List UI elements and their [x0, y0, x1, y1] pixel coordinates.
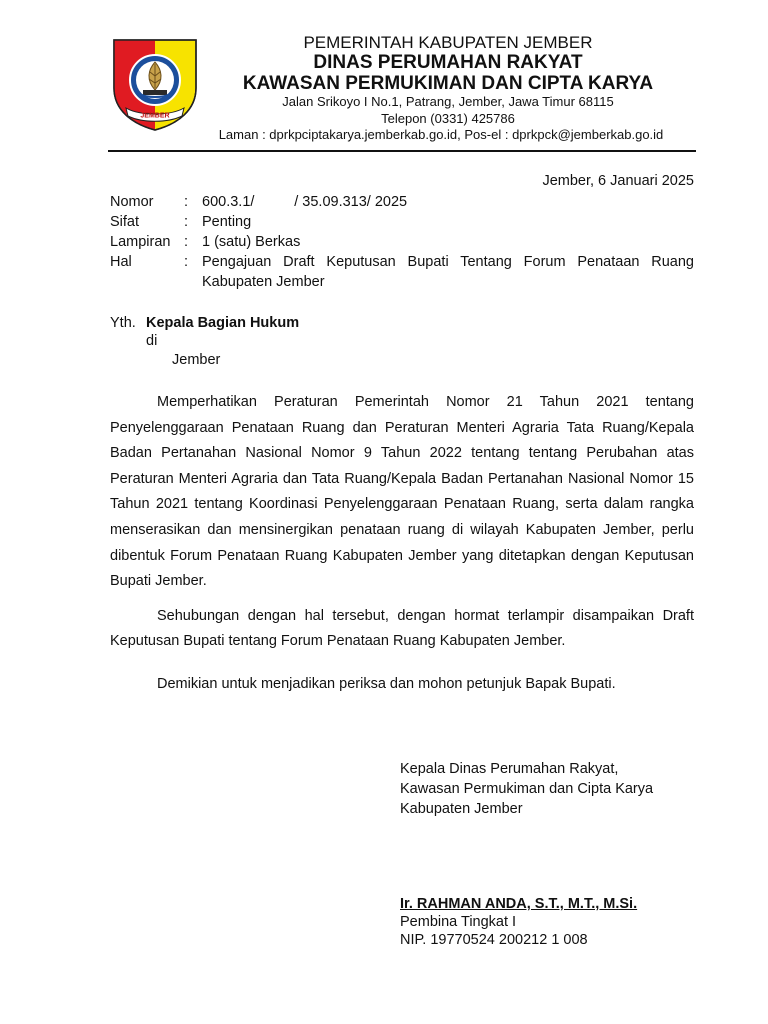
recipient: [110, 313, 299, 333]
signer-nip: NIP. 19770524 200212 1 008: [400, 932, 588, 948]
signature-line-2: Kawasan Permukiman dan Cipta Karya: [400, 781, 654, 797]
letter-date: Jember, 6 Januari 2025: [542, 173, 694, 189]
meta-label: Hal: [110, 254, 132, 270]
meta-label: Lampiran: [110, 234, 171, 250]
meta-colon: :: [184, 254, 189, 270]
meta-value: [202, 192, 694, 212]
meta-row-hal: [110, 252, 694, 292]
meta-colon: :: [184, 194, 189, 210]
recipient-name: Kepala Bagian Hukum: [146, 315, 300, 331]
jember-regency-logo: [112, 36, 198, 132]
letterhead-address: Jalan Srikoyo I No.1, Patrang, Jember, Jawa Timur 68115: [282, 94, 614, 110]
meta-row-sifat: [110, 212, 694, 232]
letterhead-agency-2: KAWASAN PERMUKIMAN DAN CIPTA KARYA: [242, 72, 654, 94]
recipient-prefix: Yth.: [110, 315, 136, 331]
body-paragraph-2: Sehubungan dengan hal tersebut, dengan hormat terlampir disampaikan Draft Keputusan Bupati tentang Forum Penataan Ruang Kabupaten Jember.: [110, 607, 694, 650]
meta-colon: :: [184, 234, 189, 250]
signature-line-3: Kabupaten Jember: [400, 801, 523, 817]
logo-ribbon-text: JEMBER: [140, 112, 170, 120]
letterhead: [200, 34, 696, 144]
letterhead-phone: Telepon (0331) 425786: [381, 110, 515, 126]
meta-value: Penting: [202, 214, 252, 230]
letter-meta: [110, 192, 694, 292]
meta-colon: :: [184, 214, 189, 230]
letterhead-web: Laman : dprkpciptakarya.jemberkab.go.id, Pos-el : dprkpck@jemberkab.go.id: [218, 126, 664, 142]
signer-block: [400, 895, 637, 949]
signer-rank: Pembina Tingkat I: [400, 914, 517, 930]
signature-title: [400, 759, 653, 819]
nomor-value-b: / 35.09.313/ 2025: [294, 194, 408, 210]
meta-row-nomor: [110, 192, 694, 212]
meta-label: Sifat: [110, 214, 140, 230]
body-paragraph-1: Memperhatikan Peraturan Pemerintah Nomor 21 Tahun 2021 tentang Penyelenggaraan Penataan Ruang dan Peraturan Menteri Agraria Tata Ruang/Kepala Badan Pertanahan Nasional Nomor 9 Tahun 2022 tentang tentang Perubahan atas Peraturan Menteri Agraria dan Tata Ruang/Kepala Badan Pertanahan Nasional Nomor 15 Tahun 2021 tentang Koordinasi Penyelenggaraan Penataan Ruang, serta dalam rangka menserasikan dan mensinergikan penataan ruang di wilayah Kabupaten Jember, perlu dibentuk Forum Penataan Ruang Kabupaten Jember yang ditetapkan dengan Keputusan Bupati Jember.: [110, 394, 694, 590]
letterhead-government: PEMERINTAH KABUPATEN JEMBER: [303, 33, 593, 52]
meta-value: 1 (satu) Berkas: [202, 234, 301, 250]
meta-row-lampiran: [110, 232, 694, 252]
letter-body: [110, 390, 694, 698]
nomor-value-a: 600.3.1/: [202, 194, 255, 210]
signature-line-1: Kepala Dinas Perumahan Rakyat,: [400, 761, 619, 777]
letterhead-divider: [108, 150, 696, 152]
signer-name: Ir. RAHMAN ANDA, S.T., M.T., M.Si.: [400, 896, 638, 912]
recipient-city: Jember: [172, 352, 221, 368]
body-paragraph-3: Demikian untuk menjadikan periksa dan mohon petunjuk Bapak Bupati.: [157, 675, 616, 692]
meta-value: Pengajuan Draft Keputusan Bupati Tentang Forum Penataan Ruang Kabupaten Jember: [202, 254, 694, 290]
recipient-di: di: [146, 333, 158, 349]
meta-label: Nomor: [110, 194, 154, 210]
letterhead-agency: DINAS PERUMAHAN RAKYAT: [313, 51, 583, 73]
